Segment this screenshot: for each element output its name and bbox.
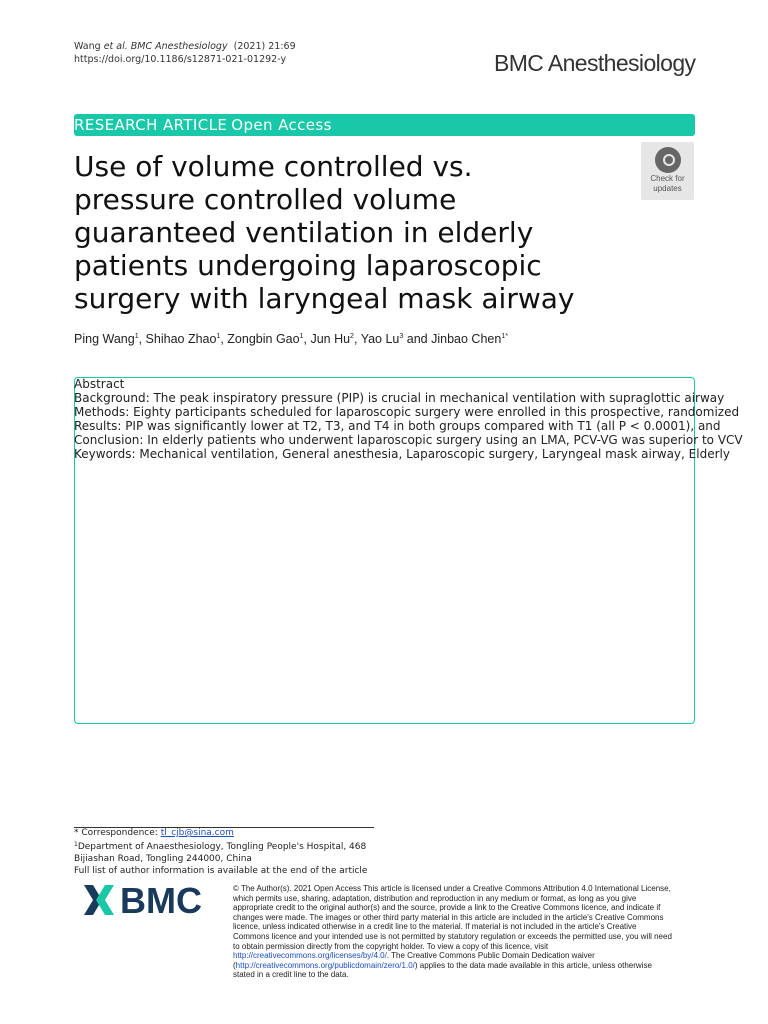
article-type-banner <box>74 114 695 136</box>
bmc-logo-text: BMC <box>120 882 202 918</box>
author-affiliation: 1 <box>134 333 139 340</box>
article-type-label: RESEARCH ARTICLE <box>74 116 228 134</box>
author-separator: , <box>353 332 361 346</box>
doi-link[interactable]: https://doi.org/10.1186/s12871-021-01292-y <box>74 54 287 65</box>
article-title: Use of volume controlled vs. pressure controlled volume guaranteed ventilation in elderly patients undergoing laparoscopic surgery with laryngeal mask airway <box>74 150 575 315</box>
author-info-note: Full list of author information is available at the end of the article <box>74 866 368 876</box>
correspondence-label: * Correspondence: <box>74 828 158 838</box>
author-affiliation: 1* <box>501 333 508 340</box>
abstract <box>74 377 768 461</box>
check-for-updates-badge[interactable] <box>641 142 694 200</box>
correspondence-block <box>74 827 367 877</box>
citation-line <box>74 40 296 53</box>
abstract-background: Background: The peak inspiratory pressure (PIP) is crucial in mechanical ventilation with supraglottic airway <box>74 391 725 405</box>
author-separator: , <box>303 332 311 346</box>
license-part-3: ) applies to the data made available in this article, unless otherwise stated in a credit line to the data. <box>233 960 652 980</box>
correspondence-line <box>74 827 367 839</box>
author-name: Shihao Zhao <box>145 332 217 346</box>
citation-author: Wang <box>74 41 101 52</box>
abstract-methods: Methods: Eighty participants scheduled for laparoscopic surgery were enrolled in this prospective, randomized <box>74 405 740 419</box>
author-list <box>74 332 508 346</box>
open-access-label: Open Access <box>231 116 332 134</box>
bookmark-icon <box>655 147 681 173</box>
citation-year: (2021) 21:69 <box>233 41 296 52</box>
correspondence-email[interactable]: tl_cjb@sina.com <box>160 828 234 838</box>
license-part-1: © The Author(s). 2021 Open Access This article is licensed under a Creative Commons Attribution 4.0 International License, which permits use, sharing, adaptation, distribution and reproduction in any medium or format, as long as you give appropriate credit to the original author(s) and the source, provide a link to the Creative Commons licence, and indicate if changes were made. The images or other third party material in this article are included in the article's Creative Commons licence, unless indicated otherwise in a credit line to the material. If material is not included in the article's Creative Commons licence and your intended use is not permitted by statutory regulation or exceeds the permitted use, you will need to obtain permission directly from the copyright holder. To view a copy of this licence, visit <box>233 884 672 951</box>
author-affiliation: 2 <box>350 333 354 340</box>
author-separator: , <box>138 332 146 346</box>
abstract-keywords: Keywords: Mechanical ventilation, General anesthesia, Laparoscopic surgery, Laryngeal mask airway, Elderly <box>74 447 730 461</box>
citation-journal: et al. BMC Anesthesiology <box>103 41 228 52</box>
author-separator: , <box>220 332 228 346</box>
license-text <box>233 884 673 980</box>
license-link-1[interactable]: http://creativecommons.org/licenses/by/4.0/ <box>233 951 387 961</box>
affiliation-number: 1 <box>74 841 78 848</box>
author-name: Ping Wang <box>74 332 135 346</box>
journal-name: BMC Anesthesiology <box>494 50 696 76</box>
citation-block <box>74 40 296 66</box>
bmc-logo <box>84 882 216 918</box>
badge-line-1: Check for <box>650 174 685 183</box>
author-name: Jun Hu <box>310 332 351 346</box>
abstract-results: Results: PIP was significantly lower at T2, T3, and T4 in both groups compared with T1 (all P < 0.0001), and <box>74 419 721 433</box>
author-separator: and <box>403 332 432 346</box>
author-affiliation: 1 <box>216 333 221 340</box>
license-part-2: . The Creative Commons Public Domain Dedication waiver ( <box>233 951 595 970</box>
affiliation-line-2: Bijiashan Road, Tongling 244000, China <box>74 854 252 864</box>
affiliation-line-1 <box>74 839 367 853</box>
abstract-conclusion: Conclusion: In elderly patients who underwent laparoscopic surgery using an LMA, PCV-VG was superior to VCV <box>74 433 743 447</box>
badge-line-2: updates <box>653 184 682 193</box>
author-affiliation: 1 <box>299 333 304 340</box>
license-link-2[interactable]: http://creativecommons.org/publicdomain/zero/1.0/ <box>235 960 415 970</box>
abstract-heading: Abstract <box>74 377 125 391</box>
affiliation-text: Department of Anaesthesiology, Tongling People's Hospital, 468 <box>77 842 367 852</box>
author-name: Jinbao Chen <box>431 332 502 346</box>
author-affiliation: 3 <box>399 333 404 340</box>
bmc-chevron-right-icon <box>96 885 114 915</box>
author-name: Yao Lu <box>360 332 400 346</box>
author-name: Zongbin Gao <box>227 332 300 346</box>
